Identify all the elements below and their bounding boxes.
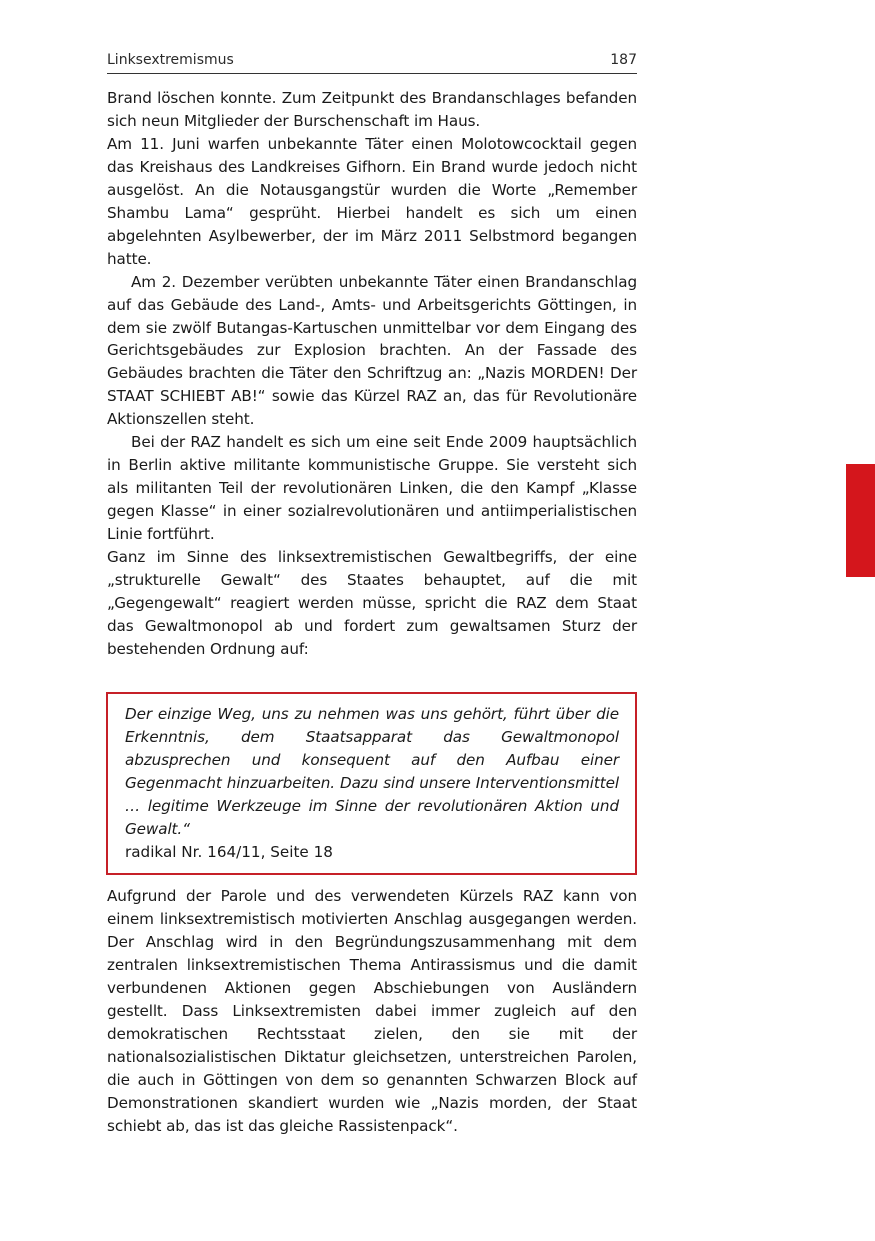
quote-text: Der einzige Weg, uns zu nehmen was uns gehört, führt über die Erkenntnis, dem Staatsapparat das Gewaltmonopol abzusprechen und konsequent auf den Aufbau einer Gegenmacht hinzuarbeiten. Dazu sind unsere Interventionsmittel … legitime Werkzeuge im Sinne der revolutionären Aktion und Gewalt.“ (125, 705, 619, 838)
body-text-top (107, 87, 637, 661)
page-number: 187 (610, 52, 637, 68)
quote-source: radikal Nr. 164/11, Seite 18 (125, 842, 333, 861)
paragraph: Aufgrund der Parole und des verwendeten Kürzels RAZ kann von einem linksextremistisch motivierten Anschlag ausgegangen werden. Der Anschlag wird in den Begründungszusammenhang mit dem zentralen linksextremistischen Thema Antirassismus und die damit verbundenen Aktionen gegen Abschiebungen von Ausländern gestellt. Dass Linksextremisten dabei immer zugleich auf den demokratischen Rechtsstaat zielen, den sie mit der nationalsozialistischen Diktatur gleichsetzen, unterstreichen Parolen, die auch in Göttingen von dem so genannten Schwarzen Block auf Demonstrationen skandiert wurden wie „Nazis morden, der Staat schiebt ab, das ist das gleiche Rassistenpack“. (107, 887, 637, 1135)
paragraph: Brand löschen konnte. Zum Zeitpunkt des Brandanschlages befanden sich neun Mitglieder der Burschenschaft im Haus. (107, 89, 637, 130)
quote-box (106, 692, 637, 875)
paragraph: Am 11. Juni warfen unbekannte Täter einen Molotowcocktail gegen das Kreishaus des Landkreises Gifhorn. Ein Brand wurde jedoch nicht ausgelöst. An die Notausgangstür wurden die Worte „Remember Shambu Lama“ gesprüht. Hierbei handelt es sich um einen abgelehnten Asylbewerber, der im März 2011 Selbstmord begangen hatte. (107, 134, 637, 268)
page-header (107, 51, 637, 74)
running-head-section: Linksextremismus (107, 52, 234, 68)
body-text-bottom (107, 885, 637, 1137)
paragraph: Bei der RAZ handelt es sich um eine seit Ende 2009 hauptsächlich in Berlin aktive militante kommunistische Gruppe. Sie versteht sich als militanten Teil der revolutionären Linken, die den Kampf „Klasse gegen Klasse“ in einer sozialrevolutionären und antiimperialistischen Linie fortführt. (107, 433, 637, 544)
paragraph: Ganz im Sinne des linksextremistischen Gewaltbegriffs, der eine „strukturelle Gewalt“ des Staates behauptet, auf die mit „Gegengewalt“ reagiert werden müsse, spricht die RAZ dem Staat das Gewaltmonopol ab und fordert zum gewaltsamen Sturz der bestehenden Ordnung auf: (107, 548, 637, 658)
paragraph: Am 2. Dezember verübten unbekannte Täter einen Brandanschlag auf das Gebäude des Land-, Amts- und Arbeitsgerichts Göttingen, in dem sie zwölf Butangas-Kartuschen unmittelbar vor dem Eingang des Gerichtsgebäudes zur Explosion brachten. An der Fassade des Gebäudes brachten die Täter den Schriftzug an: „Nazis MORDEN! Der STAAT SCHIEBT AB!“ sowie das Kürzel RAZ an, das für Revolutionäre Aktionszellen steht. (107, 272, 637, 429)
chapter-tab-marker (846, 464, 875, 577)
